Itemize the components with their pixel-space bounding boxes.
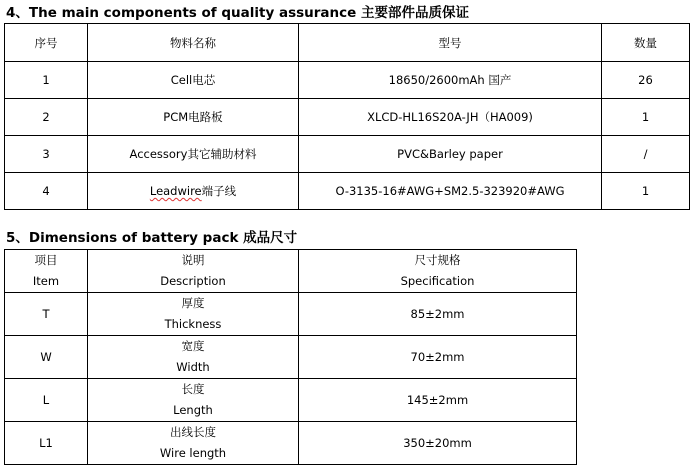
col-header-material-name: 物料名称 [88,24,299,62]
table-header-row [5,24,690,62]
col-header-specification [299,250,577,293]
cell-item: W [5,336,88,379]
description-en: Length [173,403,213,417]
cell-description [88,379,299,422]
cell-model: PVC&Barley paper [299,136,602,173]
cell-model: XLCD-HL16S20A-JH（HA009) [299,99,602,136]
header-specification-en: Specification [400,274,475,288]
cell-no: 2 [5,99,88,136]
description-cn: 长度 [181,382,205,396]
cell-quantity: 26 [602,62,690,99]
cell-item: L [5,379,88,422]
cell-no: 3 [5,136,88,173]
cell-material-name: Accessory其它辅助材料 [88,136,299,173]
header-description-cn: 说明 [181,253,205,267]
cell-specification: 85±2mm [299,293,577,336]
table-header-row [5,250,577,293]
cell-specification: 70±2mm [299,336,577,379]
description-en: Width [176,360,210,374]
description-cn: 出线长度 [170,425,216,439]
cell-model: 18650/2600mAh 国产 [299,62,602,99]
table-row [5,62,690,99]
cell-quantity: / [602,136,690,173]
table-row [5,379,577,422]
header-item-en: Item [32,274,60,288]
cell-quantity: 1 [602,99,690,136]
table-row [5,173,690,210]
table-row [5,99,690,136]
header-specification-cn: 尺寸规格 [414,253,461,267]
material-name-suffix: 端子线 [201,184,237,198]
description-en: Wire length [159,446,227,460]
cell-material-name: Cell电芯 [88,62,299,99]
cell-quantity: 1 [602,173,690,210]
col-header-item [5,250,88,293]
cell-specification: 145±2mm [299,379,577,422]
cell-no: 4 [5,173,88,210]
col-header-quantity: 数量 [602,24,690,62]
description-en: Thickness [164,317,222,331]
spellcheck-word: Leadwire [149,184,202,198]
cell-no: 1 [5,62,88,99]
cell-description [88,422,299,465]
table-row [5,422,577,465]
table-row [5,336,577,379]
cell-specification: 350±20mm [299,422,577,465]
cell-material-name: PCM电路板 [88,99,299,136]
cell-description [88,293,299,336]
cell-item: L1 [5,422,88,465]
section-4-heading: 4、The main components of quality assurance 主要部件品质保证 [6,5,470,21]
cell-model: O-3135-16#AWG+SM2.5-323920#AWG [299,173,602,210]
components-table [4,23,690,210]
dimensions-table [4,249,577,465]
cell-description [88,336,299,379]
section-5-heading: 5、Dimensions of battery pack 成品尺寸 [6,230,298,246]
cell-material-name [88,173,299,210]
header-item-cn: 项目 [34,253,58,267]
table-row [5,293,577,336]
cell-item: T [5,293,88,336]
col-header-no: 序号 [5,24,88,62]
description-cn: 厚度 [181,296,205,310]
header-description-en: Description [160,274,226,288]
col-header-description [88,250,299,293]
table-row [5,136,690,173]
description-cn: 宽度 [181,339,205,353]
col-header-model: 型号 [299,24,602,62]
